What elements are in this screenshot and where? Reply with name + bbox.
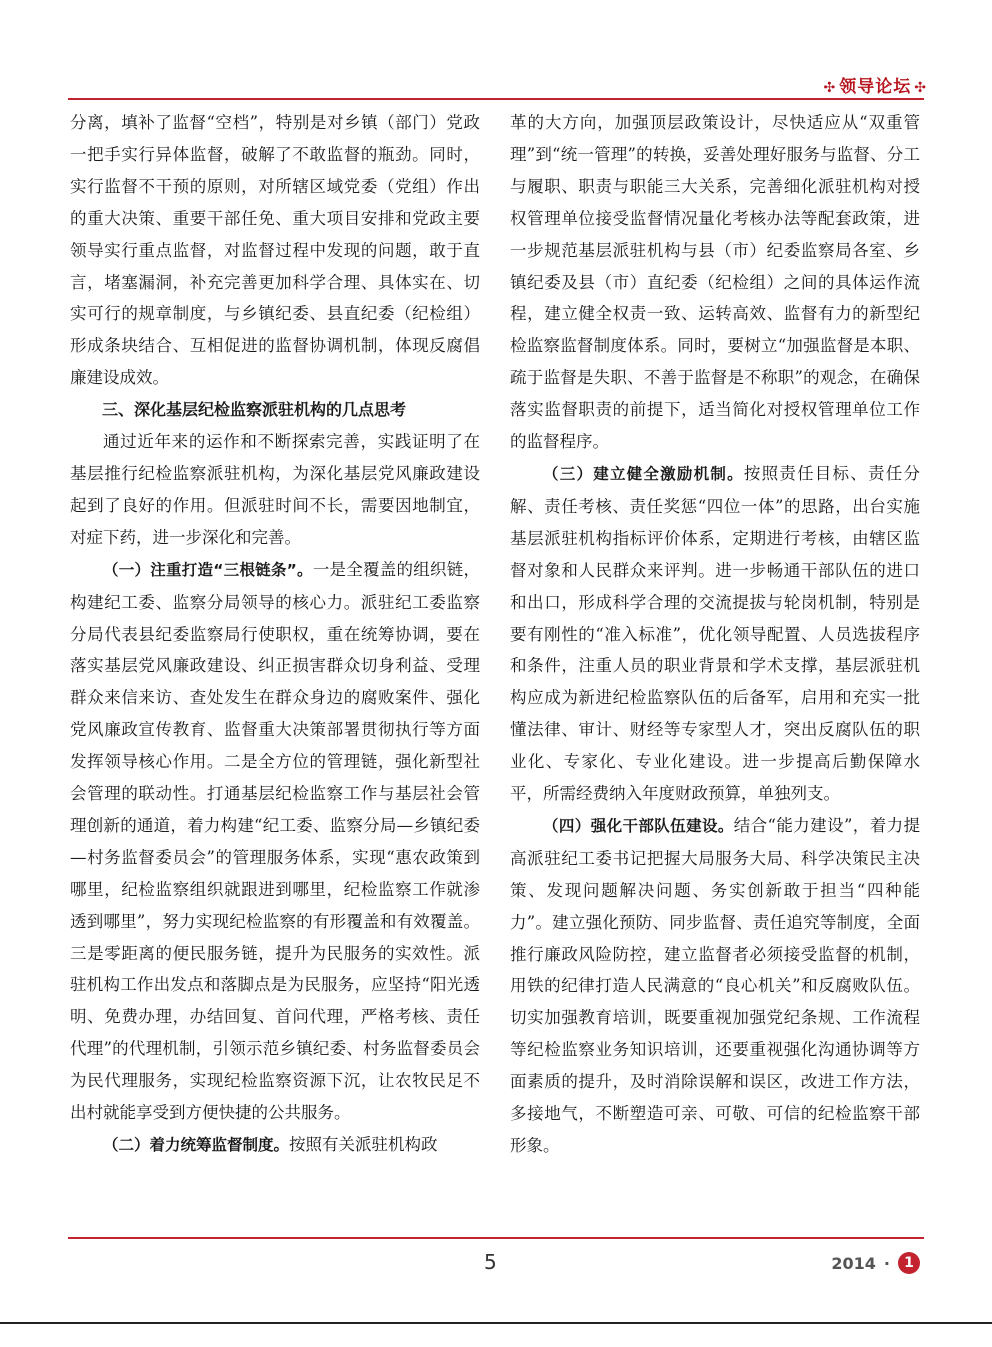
section-label-text: 领导论坛: [839, 77, 912, 97]
right-column: [510, 107, 920, 1162]
paragraph-body: 按照责任目标、责任分解、责任考核、责任奖惩“四位一体”的思路，出台实施基层派驻机构指标评价体系，定期进行考核，由辖区监督对象和人民群众来评判。进一步畅通干部队伍的进口和出口，形成科学合理的交流提拔与轮岗机制，特别是要有刚性的“准入标准”，优化领导配置、人员选拔程序和条件，注重人员的职业背景和学术支撑，基层派驻机构应成为新进纪检监察队伍的后备军，启用和充实一批懂法律、审计、财经等专家型人才，突出反腐队伍的职业化、专家化、专业化建设。进一步提高后勤保障水平，所需经费纳入年度财政预算，单独列支。: [510, 463, 920, 804]
issue-number-badge: 1: [898, 1252, 920, 1274]
issue-label: [831, 1252, 920, 1274]
subheading: （四）强化干部队伍建设。: [543, 816, 734, 835]
section-label: [821, 72, 930, 97]
paragraph: [70, 554, 480, 1129]
footer-rule: [68, 1237, 924, 1239]
paragraph: 分离，填补了监督“空档”，特别是对乡镇（部门）党政一把手实行异体监督，破解了不敢监督的瓶劲。同时，实行监督不干预的原则，对所辖区域党委（党组）作出的重大决策、重要干部任免、重大项目安排和党政主要领导实行重点监督，对监督过程中发现的问题，敢于直言，堵塞漏洞，补充完善更加科学合理、具体实在、切实可行的规章制度，与乡镇纪委、县直纪委（纪检组）形成条块结合、互相促进的监督协调机制，体现反腐倡廉建设成效。: [70, 113, 480, 388]
ornament-icon: ✣: [914, 80, 927, 96]
issue-separator: ·: [883, 1253, 890, 1273]
issue-year: 2014: [831, 1253, 876, 1273]
paragraph: [70, 1129, 480, 1162]
paragraph: [510, 810, 920, 1162]
page-bottom-rule: [0, 1322, 992, 1324]
subheading: （三）建立健全激励机制。: [543, 464, 744, 483]
ornament-icon: ✣: [823, 80, 837, 96]
page-number: 5: [484, 1250, 497, 1274]
subheading: （一）注重打造“三根链条”。: [103, 560, 313, 579]
left-column: [70, 107, 480, 1162]
subheading: （二）着力统筹监督制度。: [103, 1136, 290, 1154]
paragraph-body: 结合“能力建设”，着力提高派驻纪工委书记把握大局服务大局、科学决策民主决策、发现问题解决问题、务实创新敢于担当“四种能力”。建立强化预防、同步监督、责任追究等制度，全面推行廉政风险防控，建立监督者必须接受监督的机制，用铁的纪律打造人民满意的“良心机关”和反腐败队伍。切实加强教育培训，既要重视加强党纪条规、工作流程等纪检监察业务知识培训，还要重视强化沟通协调等方面素质的提升，及时消除误解和误区，改进工作方法，多接地气，不断塑造可亲、可敬、可信的纪检监察干部形象。: [510, 815, 920, 1155]
section-heading: 三、深化基层纪检监察派驻机构的几点思考: [102, 400, 407, 420]
paragraph: [510, 458, 920, 810]
header-rule: [68, 98, 924, 100]
paragraph: 通过近年来的运作和不断探索完善，实践证明了在基层推行纪检监察派驻机构，为深化基层党风廉政建设起到了良好的作用。但派驻时间不长，需要因地制宜，对症下药，进一步深化和完善。: [70, 432, 480, 547]
paragraph: 革的大方向，加强顶层政策设计，尽快适应从“双重管理”到“统一管理”的转换，妥善处理好服务与监督、分工与履职、职责与职能三大关系，完善细化派驻机构对授权管理单位接受监督情况量化考核办法等配套政策，进一步规范基层派驻机构与县（市）纪委监察局各室、乡镇纪委及县（市）直纪委（纪检组）之间的具体运作流程，建立健全权责一致、运转高效、监督有力的新型纪检监察监督制度体系。同时，要树立“加强监督是本职、疏于监督是失职、不善于监督是不称职”的观念，在确保落实监督职责的前提下，适当简化对授权管理单位工作的监督程序。: [510, 113, 920, 452]
paragraph-body: 按照有关派驻机构政: [289, 1135, 438, 1154]
paragraph-body: 一是全覆盖的组织链，构建纪工委、监察分局领导的核心力。派驻纪工委监察分局代表县纪委监察局行使职权，重在统筹协调，要在落实基层党风廉政建设、纠正损害群众切身利益、受理群众来信来访、查处发生在群众身边的腐败案件、强化党风廉政宣传教育、监督重大决策部署贯彻执行等方面发挥领导核心作用。二是全方位的管理链，强化新型社会管理的联动性。打通基层纪检监察工作与基层社会管理创新的通道，着力构建“纪工委、监察分局—乡镇纪委—村务监督委员会”的管理服务体系，实现“惠农政策到哪里，纪检监察组织就跟进到哪里，纪检监察工作就渗透到哪里”，努力实现纪检监察的有形覆盖和有效覆盖。三是零距离的便民服务链，提升为民服务的实效性。派驻机构工作出发点和落脚点是为民服务，应坚持“阳光透明、免费办理，办结回复、首问代理，严格考核、责任代理”的代理机制，引领示范乡镇纪委、村务监督委员会为民代理服务，实现纪检监察资源下沉，让农牧民足不出村就能享受到方便快捷的公共服务。: [70, 559, 481, 1123]
